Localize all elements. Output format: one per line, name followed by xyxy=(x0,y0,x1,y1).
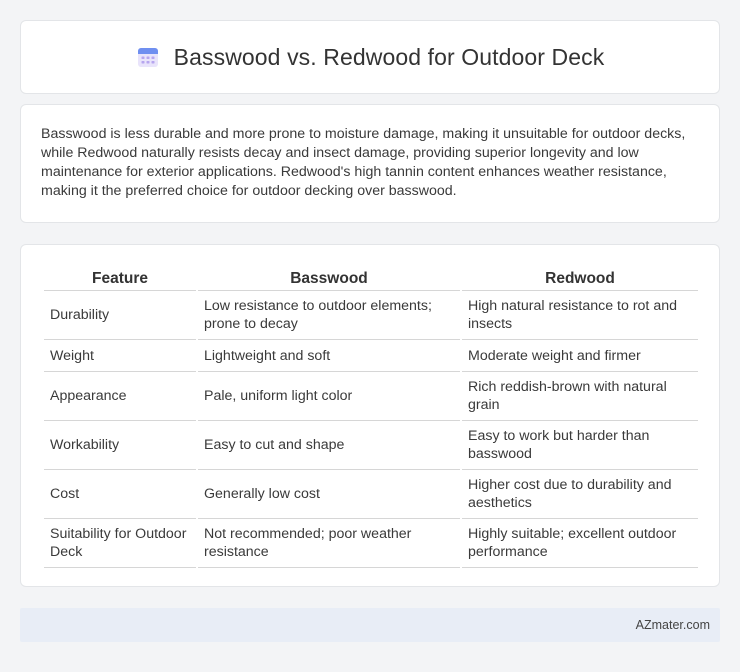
table-row xyxy=(44,519,698,568)
table-row xyxy=(44,470,698,519)
page-title: Basswood vs. Redwood for Outdoor Deck xyxy=(173,43,605,70)
intro-card xyxy=(20,104,720,223)
calendar-icon xyxy=(136,45,160,69)
cell-basswood: Not recommended; poor weather resistance xyxy=(198,519,460,568)
comparison-table xyxy=(42,265,700,568)
table-row xyxy=(44,421,698,470)
table-header-row xyxy=(44,265,698,291)
cell-basswood: Lightweight and soft xyxy=(198,340,460,372)
title-wrap xyxy=(136,44,605,71)
cell-basswood: Generally low cost xyxy=(198,470,460,519)
table-row xyxy=(44,372,698,421)
intro-paragraph: Basswood is less durable and more prone to moisture damage, making it unsuitable for outdoor decks, while Redwood naturally resists decay and insect damage, providing superior longevity and low maintenance for exterior applications. Redwood's high tannin content enhances weather resistance, making it the preferred choice for outdoor decking over basswood. xyxy=(41,126,686,199)
cell-feature: Durability xyxy=(44,291,196,340)
cell-basswood: Pale, uniform light color xyxy=(198,372,460,421)
cell-basswood: Low resistance to outdoor elements; prone to decay xyxy=(198,291,460,340)
cell-feature: Suitability for Outdoor Deck xyxy=(44,519,196,568)
comparison-card xyxy=(20,244,720,587)
cell-redwood: Highly suitable; excellent outdoor performance xyxy=(462,519,698,568)
cell-redwood: Easy to work but harder than basswood xyxy=(462,421,698,470)
title-card xyxy=(20,20,720,94)
cell-redwood: High natural resistance to rot and insects xyxy=(462,291,698,340)
header-feature: Feature xyxy=(44,265,196,291)
footer-brand[interactable]: AZmater.com xyxy=(635,618,710,632)
table-row xyxy=(44,340,698,372)
cell-redwood: Higher cost due to durability and aesthetics xyxy=(462,470,698,519)
table-row xyxy=(44,291,698,340)
cell-basswood: Easy to cut and shape xyxy=(198,421,460,470)
cell-redwood: Rich reddish-brown with natural grain xyxy=(462,372,698,421)
cell-redwood: Moderate weight and firmer xyxy=(462,340,698,372)
footer-bar xyxy=(20,608,720,642)
header-redwood: Redwood xyxy=(462,265,698,291)
header-basswood: Basswood xyxy=(198,265,460,291)
cell-feature: Cost xyxy=(44,470,196,519)
cell-feature: Workability xyxy=(44,421,196,470)
cell-feature: Appearance xyxy=(44,372,196,421)
cell-feature: Weight xyxy=(44,340,196,372)
